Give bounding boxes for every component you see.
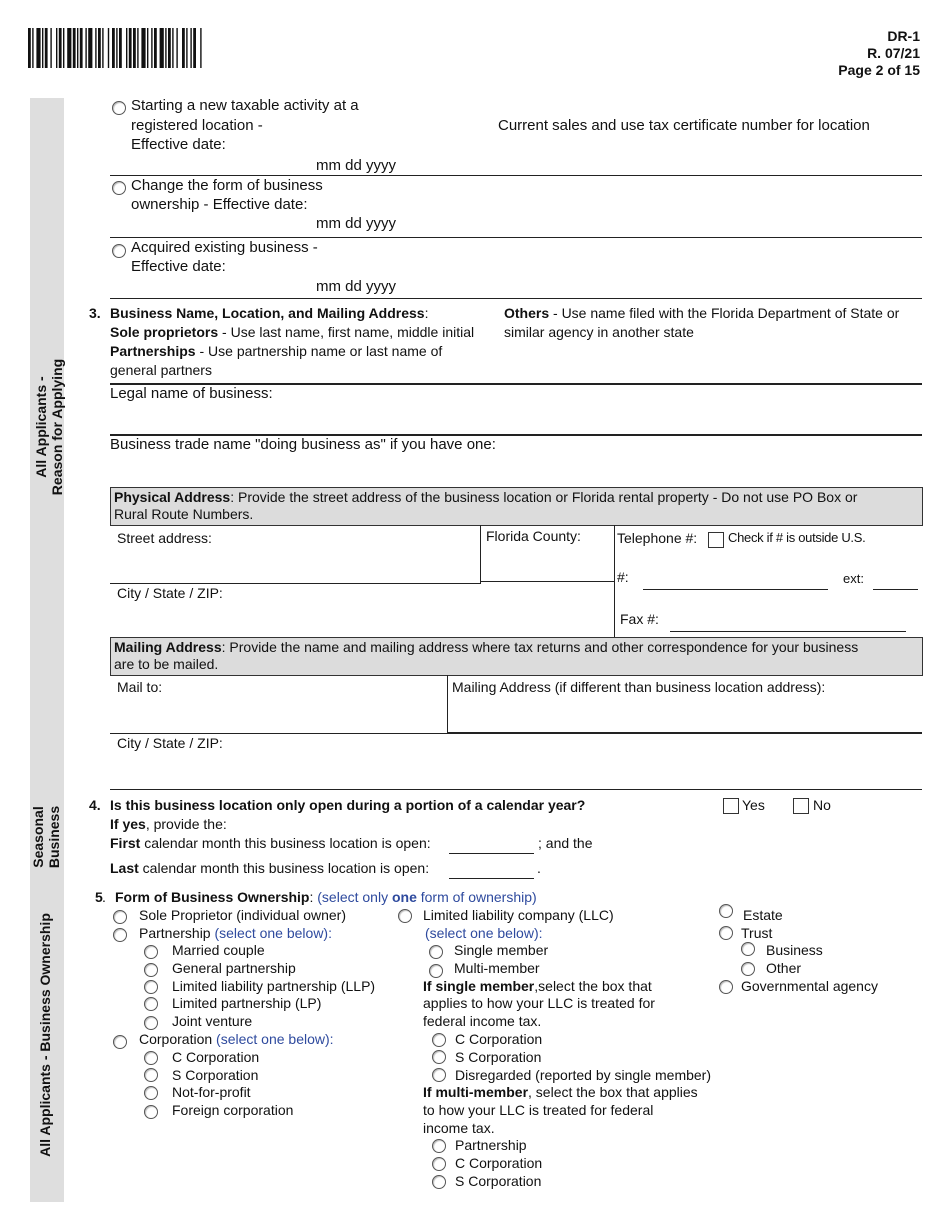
change-form-line2: ownership - Effective date: <box>131 196 308 213</box>
sidebar-ownership-label: All Applicants - Business Ownership <box>37 913 53 1157</box>
single-member-note-2: applies to how your LLC is treated for <box>423 995 655 1011</box>
mail-to-label: Mail to: <box>117 679 163 695</box>
foreign-corp-label: Foreign corporation <box>172 1102 294 1118</box>
multi-partnership-label: Partnership <box>455 1137 527 1153</box>
trust-business-radio[interactable] <box>741 942 755 956</box>
trust-business-label: Business <box>766 942 823 958</box>
multi-c-corp-label: C Corporation <box>455 1155 543 1171</box>
governmental-agency-label: Governmental agency <box>741 978 878 994</box>
corporation-label: Corporation <box>139 1031 213 1047</box>
new-activity-line1: Starting a new taxable activity at a <box>131 97 359 114</box>
new-activity-line3: Effective date: <box>131 136 226 153</box>
single-c-corp-radio[interactable] <box>432 1033 446 1047</box>
q3-title-line: Business Name, Location, and Mailing Address: <box>110 305 429 321</box>
q3-number: 3. <box>89 305 101 321</box>
form-id: DR-1 <box>887 28 920 44</box>
q3-others-text: - Use name filed with the Florida Department of State or <box>549 305 900 321</box>
q4-question: Is this business location only open during a portion of a calendar year? <box>110 797 586 813</box>
barcode-bar <box>154 28 157 68</box>
acquired-radio[interactable] <box>112 244 126 258</box>
divider <box>110 298 922 299</box>
general-partnership-label: General partnership <box>172 960 296 976</box>
street-address-label: Street address: <box>117 530 212 546</box>
barcode-bar <box>67 28 71 68</box>
physical-address-line1 <box>114 489 857 506</box>
q3-others-line2: similar agency in another state <box>504 324 694 340</box>
extension-field[interactable] <box>873 589 918 590</box>
q3-partnerships-bold: Partnerships <box>110 343 196 359</box>
llc-multi-member-label: Multi-member <box>454 960 540 976</box>
q4-period: . <box>537 860 541 876</box>
multi-partnership-radio[interactable] <box>432 1139 446 1153</box>
llc-hint: (select one below): <box>425 925 543 941</box>
married-couple-label: Married couple <box>172 942 265 958</box>
not-for-profit-label: Not-for-profit <box>172 1084 251 1100</box>
partnership-hint: (select one below): <box>214 925 332 941</box>
barcode-bar <box>176 28 177 68</box>
single-c-corp-label: C Corporation <box>455 1031 543 1047</box>
barcode-bar <box>88 28 92 68</box>
sidebar-reason-line2: Reason for Applying <box>49 358 65 496</box>
sidebar-seasonal-label <box>30 787 64 887</box>
barcode-bar <box>172 28 173 68</box>
barcode-bar <box>141 28 145 68</box>
trade-name-label: Business trade name "doing business as" if you have one: <box>110 436 496 453</box>
s-corp-radio[interactable] <box>144 1068 158 1082</box>
single-member-note-1 <box>423 978 652 995</box>
mailing-address-text: : Provide the name and mailing address where tax returns and other correspondence for your business <box>221 639 859 655</box>
q3-partnerships-text: - Use partnership name or last name of <box>195 343 443 359</box>
acquired-line1: Acquired existing business - <box>131 239 318 256</box>
llc-multi-member-radio[interactable] <box>429 964 443 978</box>
date-format-hint: mm dd yyyy <box>316 215 397 232</box>
barcode-bar <box>108 28 109 68</box>
barcode-bar <box>193 28 196 68</box>
extension-label: ext: <box>843 571 864 586</box>
estate-radio[interactable] <box>719 904 733 918</box>
county-label: Florida County: <box>486 528 581 544</box>
single-s-corp-label: S Corporation <box>455 1049 542 1065</box>
county-field[interactable] <box>480 581 614 582</box>
multi-member-note-2: to how your LLC is treated for federal <box>423 1102 654 1118</box>
divider <box>447 675 448 734</box>
barcode-bar <box>137 28 138 68</box>
barcode-bar <box>59 28 62 68</box>
trust-other-radio[interactable] <box>741 962 755 976</box>
c-corp-label: C Corporation <box>172 1049 260 1065</box>
street-address-field[interactable] <box>110 583 480 584</box>
barcode-bar <box>190 28 191 68</box>
barcode-bar <box>45 28 48 68</box>
foreign-corp-radio[interactable] <box>144 1105 158 1119</box>
seasonal-no-checkbox[interactable] <box>793 798 809 814</box>
estate-label: Estate <box>743 907 783 923</box>
form-revision: R. 07/21 <box>867 45 920 61</box>
mailing-diff-label: Mailing Address (if different than business location address): <box>452 679 826 695</box>
s-corp-label: S Corporation <box>172 1067 259 1083</box>
physical-address-bold: Physical Address <box>114 489 231 505</box>
mailing-address-line2: are to be mailed. <box>114 656 219 672</box>
barcode-bar <box>28 28 31 68</box>
q3-sole-text: - Use last name, first name, middle initial <box>218 324 475 340</box>
barcode-bar <box>119 28 122 68</box>
multi-member-text: , select the box that applies <box>528 1084 698 1100</box>
seasonal-no-label: No <box>813 797 831 813</box>
physical-address-text: : Provide the street address of the business location or Florida rental property - Do not use PO Box or <box>230 489 858 505</box>
q5-dot: . <box>102 889 106 905</box>
corporation-label-line <box>139 1031 334 1048</box>
divider <box>110 175 922 176</box>
barcode-bar <box>160 28 164 68</box>
certificate-number-label: Current sales and use tax certificate number for location <box>498 117 870 134</box>
corporation-radio[interactable] <box>113 1035 127 1049</box>
llc-single-member-label: Single member <box>454 942 549 958</box>
fax-field[interactable] <box>670 631 906 632</box>
date-format-hint: mm dd yyyy <box>316 278 397 295</box>
barcode-bar <box>186 28 187 68</box>
barcode-bar <box>200 28 201 68</box>
llc-label: Limited liability company (LLC) <box>423 907 614 923</box>
barcode-bar <box>42 28 43 68</box>
physical-address-line2: Rural Route Numbers. <box>114 506 254 522</box>
barcode-bar <box>126 28 127 68</box>
single-member-text: ,select the box that <box>534 978 652 994</box>
phone-number-field[interactable] <box>643 589 828 590</box>
change-form-line1: Change the form of business <box>131 177 323 194</box>
first-month-field[interactable] <box>449 853 534 854</box>
q4-last-month <box>110 860 429 877</box>
mailing-address-field[interactable] <box>447 732 922 734</box>
q5-hint-pre: (select only <box>313 889 392 905</box>
barcode-bar <box>151 28 152 68</box>
single-member-note-3: federal income tax. <box>423 1013 542 1029</box>
llp-radio[interactable] <box>144 980 158 994</box>
governmental-agency-radio[interactable] <box>719 980 733 994</box>
q3-sole-bold: Sole proprietors <box>110 324 219 340</box>
barcode-bar <box>165 28 166 68</box>
seasonal-yes-checkbox[interactable] <box>723 798 739 814</box>
sidebar-seasonal-line2: Business <box>46 805 62 869</box>
single-s-corp-radio[interactable] <box>432 1050 446 1064</box>
partnership-label: Partnership <box>139 925 211 941</box>
outside-us-checkbox[interactable] <box>708 532 724 548</box>
acquired-line2: Effective date: <box>131 258 226 275</box>
q4-if-yes <box>110 816 227 833</box>
barcode-bar <box>95 28 96 68</box>
q4-and-the: ; and the <box>538 835 593 851</box>
divider <box>110 237 922 238</box>
single-member-bold: If single member <box>423 978 535 994</box>
q4-first-text: calendar month this business location is open: <box>140 835 431 851</box>
new-activity-radio[interactable] <box>112 101 126 115</box>
married-couple-radio[interactable] <box>144 945 158 959</box>
seasonal-yes-label: Yes <box>742 797 765 813</box>
q3-others-line <box>504 305 899 322</box>
not-for-profit-radio[interactable] <box>144 1086 158 1100</box>
page-number: Page 2 of 15 <box>838 62 920 78</box>
q5-hint-bold: one <box>391 889 417 905</box>
q3-partnerships-line <box>110 343 442 360</box>
mail-city-state-zip-label: City / State / ZIP: <box>117 735 223 751</box>
barcode-bar <box>168 28 171 68</box>
barcode-bar <box>63 28 64 68</box>
llc-radio[interactable] <box>398 909 412 923</box>
barcode-bar <box>98 28 101 68</box>
c-corp-radio[interactable] <box>144 1051 158 1065</box>
barcode-bar <box>73 28 76 68</box>
barcode-bar <box>36 28 40 68</box>
multi-member-note-3: income tax. <box>423 1120 495 1136</box>
multi-c-corp-radio[interactable] <box>432 1157 446 1171</box>
q3-others-bold: Others <box>504 305 550 321</box>
lp-label: Limited partnership (LP) <box>172 995 322 1011</box>
multi-s-corp-radio[interactable] <box>432 1175 446 1189</box>
date-format-hint: mm dd yyyy <box>316 157 397 174</box>
divider <box>614 525 615 637</box>
partnership-radio[interactable] <box>113 928 127 942</box>
sidebar-seasonal-line1: Seasonal <box>30 806 46 868</box>
barcode-bar <box>112 28 115 68</box>
barcode-bar <box>85 28 86 68</box>
mail-to-field[interactable] <box>110 733 448 734</box>
phone-number-label: #: <box>617 569 629 585</box>
legal-name-label: Legal name of business: <box>110 385 273 402</box>
llc-single-member-radio[interactable] <box>429 945 443 959</box>
general-partnership-radio[interactable] <box>144 963 158 977</box>
q4-last-text: calendar month this business location is open: <box>138 860 430 876</box>
q3-sole-line <box>110 324 474 341</box>
lp-radio[interactable] <box>144 997 158 1011</box>
single-disregarded-radio[interactable] <box>432 1068 446 1082</box>
joint-venture-radio[interactable] <box>144 1016 158 1030</box>
barcode-bar <box>32 28 33 68</box>
single-disregarded-label: Disregarded (reported by single member) <box>455 1067 711 1083</box>
barcode <box>28 28 253 68</box>
barcode-bar <box>77 28 78 68</box>
q5-title-line: Form of Business Ownership: (select only one form of ownership) <box>115 889 537 905</box>
divider <box>480 525 481 584</box>
q5-hint-post: form of ownership) <box>416 889 537 905</box>
barcode-bar <box>102 28 103 68</box>
sole-proprietor-radio[interactable] <box>113 910 127 924</box>
multi-member-note-1 <box>423 1084 698 1101</box>
telephone-label: Telephone #: <box>617 530 698 546</box>
barcode-bar <box>182 28 185 68</box>
q4-first-month <box>110 835 431 852</box>
barcode-bar <box>116 28 117 68</box>
mailing-address-bold: Mailing Address <box>114 639 222 655</box>
sidebar-reason-label <box>33 327 67 527</box>
joint-venture-label: Joint venture <box>172 1013 253 1029</box>
q3-partnerships-line2: general partners <box>110 362 212 378</box>
q5-title: Form of Business Ownership <box>115 889 310 905</box>
city-state-zip-label: City / State / ZIP: <box>117 585 223 601</box>
multi-member-bold: If multi-member <box>423 1084 529 1100</box>
trust-other-label: Other <box>766 960 802 976</box>
new-activity-line2: registered location - <box>131 117 263 134</box>
q4-first-bold: First <box>110 835 141 851</box>
last-month-field[interactable] <box>449 878 534 879</box>
partnership-label-line <box>139 925 332 942</box>
trust-label: Trust <box>741 925 773 941</box>
q4-if-yes-bold: If yes <box>110 816 146 832</box>
barcode-bar <box>56 28 57 68</box>
q5-number: 5 <box>95 889 103 905</box>
q3-title: Business Name, Location, and Mailing Address <box>110 305 425 321</box>
q4-last-bold: Last <box>110 860 139 876</box>
barcode-bar <box>129 28 132 68</box>
barcode-bar <box>80 28 83 68</box>
corporation-hint: (select one below): <box>216 1031 334 1047</box>
q4-number: 4. <box>89 797 101 813</box>
llp-label: Limited liability partnership (LLP) <box>172 978 376 994</box>
outside-us-label: Check if # is outside U.S. <box>728 530 866 545</box>
sidebar-reason-line1: All Applicants - <box>33 376 49 478</box>
multi-s-corp-label: S Corporation <box>455 1173 542 1189</box>
barcode-bar <box>147 28 148 68</box>
barcode-bar <box>50 28 51 68</box>
fax-label: Fax #: <box>620 611 659 627</box>
barcode-bar <box>133 28 136 68</box>
mailing-address-line1 <box>114 639 858 656</box>
change-form-radio[interactable] <box>112 181 126 195</box>
q4-if-yes-text: , provide the: <box>145 816 227 832</box>
sole-proprietor-label: Sole Proprietor (individual owner) <box>139 907 346 923</box>
mail-city-field[interactable] <box>110 789 922 790</box>
trust-radio[interactable] <box>719 926 733 940</box>
